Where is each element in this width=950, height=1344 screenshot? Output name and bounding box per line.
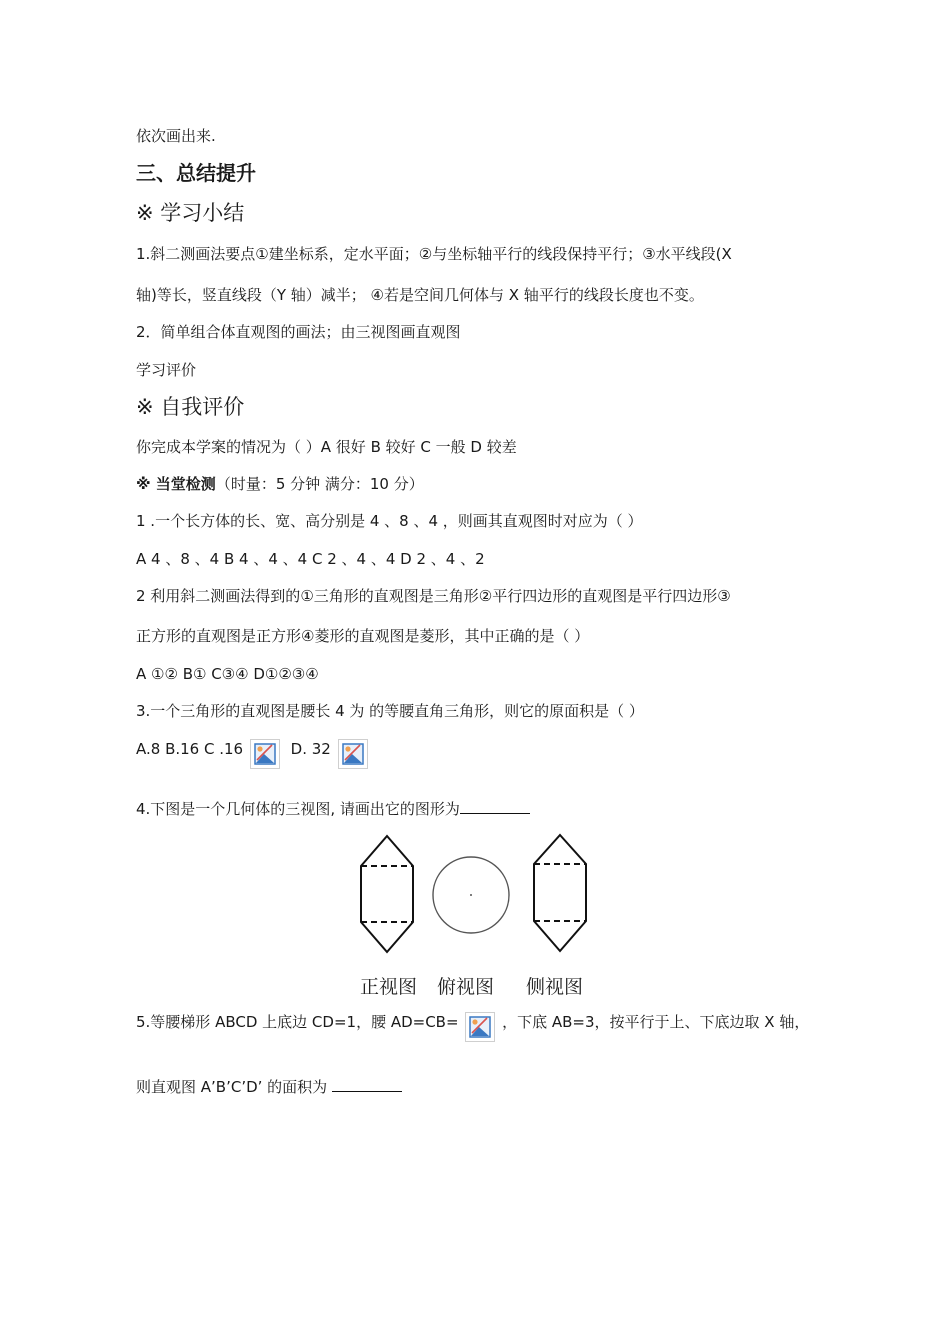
answer-blank bbox=[332, 1077, 402, 1092]
question-4 bbox=[136, 799, 530, 819]
question-5a-text2: ，下底 AB=3，按平行于上、下底边取 X 轴， bbox=[502, 1013, 810, 1031]
question-1: 1 .一个长方体的长、宽、高分别是 4 、8 、4 ，则画其直观图时对应为（ ） bbox=[136, 512, 643, 530]
broken-image-icon bbox=[465, 1012, 495, 1042]
q3-options-a: A.8 B.16 C .16 bbox=[136, 740, 244, 758]
question-2a: 2 利用斜二测画法得到的①三角形的直观图是三角形②平行四边形的直观图是平行四边形③ bbox=[136, 587, 731, 605]
question-4-text: 4.下图是一个几何体的三视图, 请画出它的图形为 bbox=[136, 800, 460, 818]
front-view-shape bbox=[361, 836, 413, 952]
question-3-options bbox=[136, 739, 370, 769]
test-heading-bold: ※ 当堂检测 bbox=[136, 475, 216, 493]
question-2-options: A ①② B① C③④ D①②③④ bbox=[136, 665, 319, 683]
question-2b: 正方形的直观图是正方形④菱形的直观图是菱形，其中正确的是（ ） bbox=[136, 627, 590, 645]
section-heading: 三、总结提升 bbox=[136, 161, 256, 185]
self-eval-text: 你完成本学案的情况为（ ）A 很好 B 较好 C 一般 D 较差 bbox=[136, 438, 517, 456]
q3-options-b: D. 32 bbox=[290, 740, 331, 758]
side-view-caption: 侧视图 bbox=[526, 976, 584, 998]
test-heading bbox=[136, 474, 424, 494]
summary-point-2: 2．简单组合体直观图的画法；由三视图画直观图 bbox=[136, 323, 461, 341]
top-view-shape bbox=[433, 857, 509, 933]
three-view-figure bbox=[350, 830, 600, 960]
front-view-caption: 正视图 bbox=[360, 976, 418, 998]
question-3: 3.一个三角形的直观图是腰长 4 为 的等腰直角三角形，则它的原面积是（ ） bbox=[136, 702, 644, 720]
self-eval-heading: ※ 自我评价 bbox=[136, 395, 245, 419]
evaluation-label: 学习评价 bbox=[136, 361, 197, 379]
side-view-shape bbox=[534, 835, 586, 951]
broken-image-icon bbox=[338, 739, 368, 769]
question-5b-text: 则直观图 A’B’C’D’ 的面积为 bbox=[136, 1078, 332, 1096]
summary-point-1a: 1.斜二测画法要点①建坐标系，定水平面；②与坐标轴平行的线段保持平行；③水平线段(X bbox=[136, 245, 732, 263]
test-heading-meta: （时量：5 分钟 满分：10 分） bbox=[215, 475, 424, 493]
question-1-options: A 4 、8 、4 B 4 、4 、4 C 2 、4 、4 D 2 、4 、2 bbox=[136, 550, 485, 568]
text-line: 依次画出来. bbox=[136, 127, 216, 145]
answer-blank bbox=[460, 799, 530, 814]
summary-heading: ※ 学习小结 bbox=[136, 201, 245, 225]
broken-image-icon bbox=[250, 739, 280, 769]
summary-point-1b: 轴)等长，竖直线段（Y 轴）减半； ④若是空间几何体与 X 轴平行的线段长度也不变。 bbox=[136, 286, 704, 304]
question-5a bbox=[136, 1012, 809, 1042]
question-5a-text1: 5.等腰梯形 ABCD 上底边 CD=1，腰 AD=CB= bbox=[136, 1013, 459, 1031]
top-view-caption: 俯视图 bbox=[437, 976, 495, 998]
question-5b bbox=[136, 1077, 402, 1097]
